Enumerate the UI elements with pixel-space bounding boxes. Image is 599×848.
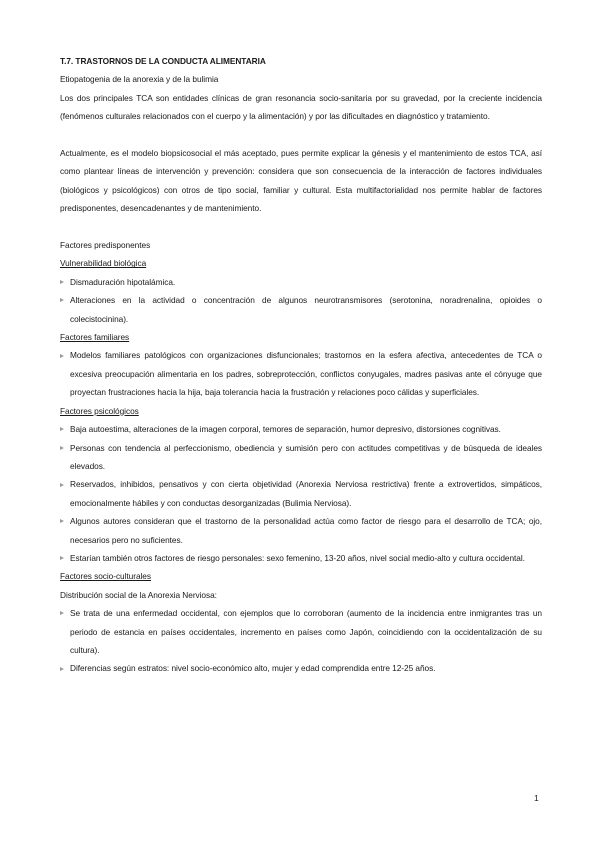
familiares-list [60, 346, 542, 401]
bullet-arrow-icon [60, 611, 64, 615]
list-item: Estarían también otros factores de riesgo personales: sexo femenino, 13-20 años, nivel social medio-alto y cultura occidental. [60, 549, 542, 567]
socioculturales-subtitle: Distribución social de la Anorexia Nerviosa: [60, 589, 217, 600]
list-item: Alteraciones en la actividad o concentración de algunos neurotransmisores (serotonina, noradrenalina, opioides o colecistocinina). [60, 291, 542, 328]
list-item: Diferencias según estratos: nivel socio-económico alto, mujer y edad comprendida entre 12-25 años. [60, 659, 542, 677]
document-page [60, 52, 542, 678]
intro-paragraph-2: Actualmente, es el modelo biopsicosocial el más aceptado, pues permite explicar la génesis y el mantenimiento de estos TCA, así como plantear líneas de intervención y prevención: considera que son consecuencia de la interacción de factores individuales (biológicos y psicológicos) con otros de tipo social, familiar y cultural. Esta multifactorialidad nos permite hablar de factores predisponentes, desencadenantes y de mantenimiento. [60, 148, 542, 214]
list-item: Modelos familiares patológicos con organizaciones disfuncionales; trastornos en la esfera afectiva, antecedentes de TCA o excesiva preocupación alimentaria en los padres, sobreprotección, conflictos conyugales, madres pasivas ante el cónyuge que proyectan frustraciones hacia la hija, baja tolerancia hacia la frustración y relaciones poco cálidas y superficiales. [60, 346, 542, 401]
list-item: Baja autoestima, alteraciones de la imagen corporal, temores de separación, humor depresivo, distorsiones cognitivas. [60, 420, 542, 438]
subsection-vulnerabilidad-title: Vulnerabilidad biológica [60, 258, 147, 269]
bullet-arrow-icon [60, 280, 64, 284]
list-item: Personas con tendencia al perfeccionismo, obediencia y sumisión pero con actitudes competitivas y de búsqueda de ideales elevados. [60, 439, 542, 476]
bullet-arrow-icon [60, 298, 64, 302]
intro-paragraph-1: Los dos principales TCA son entidades clínicas de gran resonancia socio-sanitaria por su gravedad, por la creciente incidencia (fenómenos culturales relacionados con el cuerpo y la alimentación) y por las dificultades en diagnóstico y tratamiento. [60, 92, 542, 122]
subsection-psicologicos-title: Factores psicológicos [60, 405, 139, 416]
bullet-arrow-icon [60, 427, 64, 431]
socioculturales-list [60, 604, 542, 678]
bullet-arrow-icon [60, 354, 64, 358]
subsection-socioculturales-title: Factores socio-culturales [60, 571, 151, 582]
document-subheading: Etiopatogenia de la anorexia y de la bulimia [60, 74, 219, 85]
list-item: Dismaduración hipotalámica. [60, 273, 542, 291]
bullet-arrow-icon [60, 667, 64, 671]
bullet-arrow-icon [60, 519, 64, 523]
page-number: 1 [534, 793, 539, 803]
section-title: Factores predisponentes [60, 240, 151, 251]
document-heading: T.7. TRASTORNOS DE LA CONDUCTA ALIMENTARIA [60, 56, 266, 66]
list-item: Se trata de una enfermedad occidental, con ejemplos que lo corroboran (aumento de la incidencia entre inmigrantes tras un periodo de estancia en países occidentales, incremento en países como Japón, coincidiendo con la occidentalización de su cultura). [60, 604, 542, 659]
bullet-arrow-icon [60, 483, 64, 487]
bullet-arrow-icon [60, 446, 64, 450]
subsection-familiares-title: Factores familiares [60, 332, 130, 343]
bullet-arrow-icon [60, 556, 64, 560]
list-item: Reservados, inhibidos, pensativos y con cierta objetividad (Anorexia Nerviosa restrictiva) frente a extrovertidos, simpáticos, emocionalmente hábiles y con conductas desorganizadas (Bulimia Nerviosa). [60, 475, 542, 512]
vulnerabilidad-list [60, 273, 542, 328]
spacer [60, 218, 542, 236]
list-item: Algunos autores consideran que el trastorno de la personalidad actúa como factor de riesgo para el desarrollo de TCA; ojo, necesarios pero no suficientes. [60, 512, 542, 549]
spacer [60, 126, 542, 144]
psicologicos-list [60, 420, 542, 567]
